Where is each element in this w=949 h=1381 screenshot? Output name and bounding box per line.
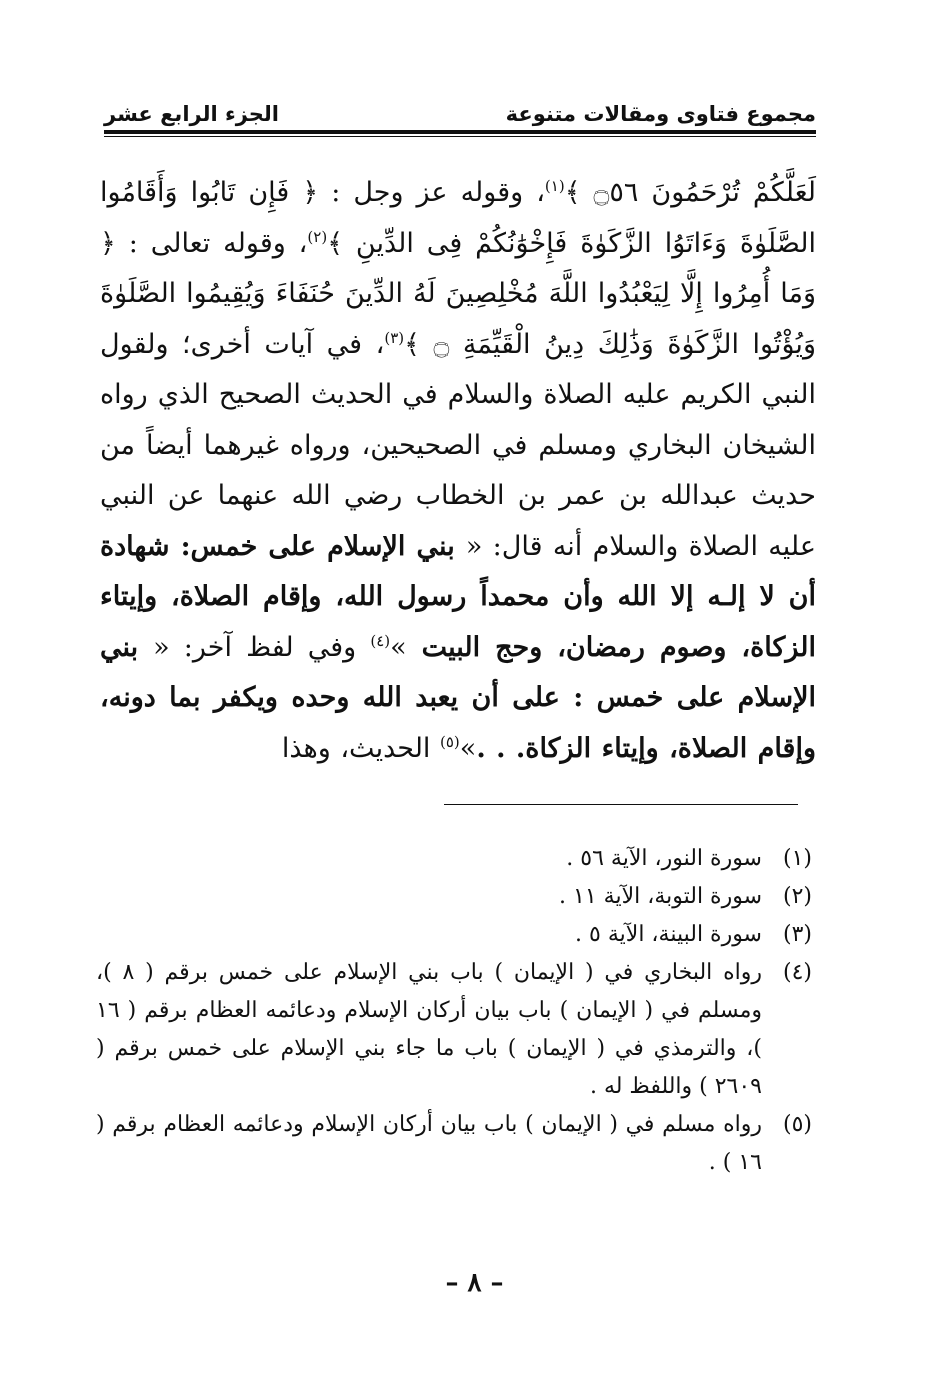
footnote-text: رواه مسلم في ( الإيمان ) باب بيان أركان الإسلام ودعائمه العظام برقم ( ١٦ ) . <box>96 1112 762 1175</box>
header-rule <box>104 130 816 134</box>
text-segment-3: ، وقوله تعالى : ﴿ وَمَا أُمِرُوا إِلَّا لِيَعْبُدُوا اللَّهَ مُخْلِصِينَ لَهُ الدِّينَ حُنَفَاءَ وَيُقِيمُوا الصَّلَوٰةَ وَيُؤْتُوا الزَّكَوٰةَ وَذَٰلِكَ دِينُ الْقَيِّمَةِ ۝ ﴾ <box>100 227 816 360</box>
volume-label: الجزء الرابع عشر <box>104 102 279 126</box>
footnotes <box>96 840 812 1182</box>
footnote-separator <box>444 804 798 805</box>
footnote-item <box>96 878 812 916</box>
footnote-marker-1: (١) <box>544 177 565 195</box>
footnote-text: سورة النور، الآية ٥٦ . <box>566 846 762 871</box>
hadith-quote-1: بني الإسلام على خمس: شهادة أن لا إلـه إلا الله وأن محمداً رسول الله، وإقام الصلاة، وإيتاء الزكاة، وصوم رمضان، وحج البيت <box>100 530 816 663</box>
footnote-marker-2: (٢) <box>307 227 328 246</box>
main-text <box>100 168 816 774</box>
footnote-item <box>96 954 812 1106</box>
footnote-number: (٣) <box>782 922 812 947</box>
text-segment-8: الحديث، وهذا <box>281 732 440 764</box>
text-segment-6: وفي لفظ آخر: « <box>153 631 371 663</box>
quote-close-2: » <box>459 732 477 764</box>
hadith-quote-2: بني الإسلام على خمس : على أن يعبد الله وحده ويكفر بما دونه، وإقام الصلاة، وإيتاء الزكاة. . . <box>100 631 816 764</box>
footnote-text: سورة التوبة، الآية ١١ . <box>559 884 762 909</box>
footnote-item <box>96 1106 812 1182</box>
footnote-marker-5: (٥) <box>440 732 460 751</box>
footnote-text: رواه البخاري في ( الإيمان ) باب بني الإسلام على خمس برقم ( ٨ )، ومسلم في ( الإيمان ) باب بيان أركان الإسلام ودعائمه العظام برقم ( ١٦ )، والترمذي في ( الإيمان ) باب ما جاء بني الإسلام على خمس برقم ( ٢٦٠٩ ) واللفظ له . <box>96 960 762 1099</box>
footnote-number: (١) <box>782 846 812 871</box>
footnote-number: (٤) <box>782 960 812 985</box>
footnote-item <box>96 840 812 878</box>
footnote-marker-4: (٤) <box>370 631 391 650</box>
quran-verse-1: لَعَلَّكُمْ تُرْحَمُونَ ۝٥٦ ﴾ <box>564 177 816 208</box>
text-segment-2: ، وقوله عز وجل : ﴿ فَإِن تَابُوا وَأَقَامُوا الصَّلَوٰةَ وَءَاتَوُا الزَّكَوٰةَ فَإِخْوَٰنُكُمْ فِى الدِّينِ ﴾ <box>100 177 817 259</box>
page-number: – ٨ – <box>445 1268 504 1298</box>
book-title: مجموع فتاوى ومقالات متنوعة <box>505 102 816 126</box>
header-rule-thin <box>104 136 816 137</box>
footnote-item <box>96 916 812 954</box>
footnote-number: (٢) <box>782 884 812 909</box>
footnote-text: سورة البينة، الآية ٥ . <box>575 922 762 947</box>
text-segment-4: ، في آيات أخرى؛ ولقول النبي الكريم عليه الصلاة والسلام في الحديث الصحيح الذي رواه الشيخان البخاري ومسلم في الصحيحين، ورواه غيرهما أيضاً من حديث عبدالله بن عمر بن الخطاب رضي الله عنهما عن النبي عليه الصلاة والسلام أنه قال: « <box>100 328 816 562</box>
quote-close-1: » <box>390 631 407 663</box>
footnote-number: (٥) <box>782 1112 812 1137</box>
running-header <box>104 96 816 126</box>
footnote-marker-3: (٣) <box>384 328 405 347</box>
